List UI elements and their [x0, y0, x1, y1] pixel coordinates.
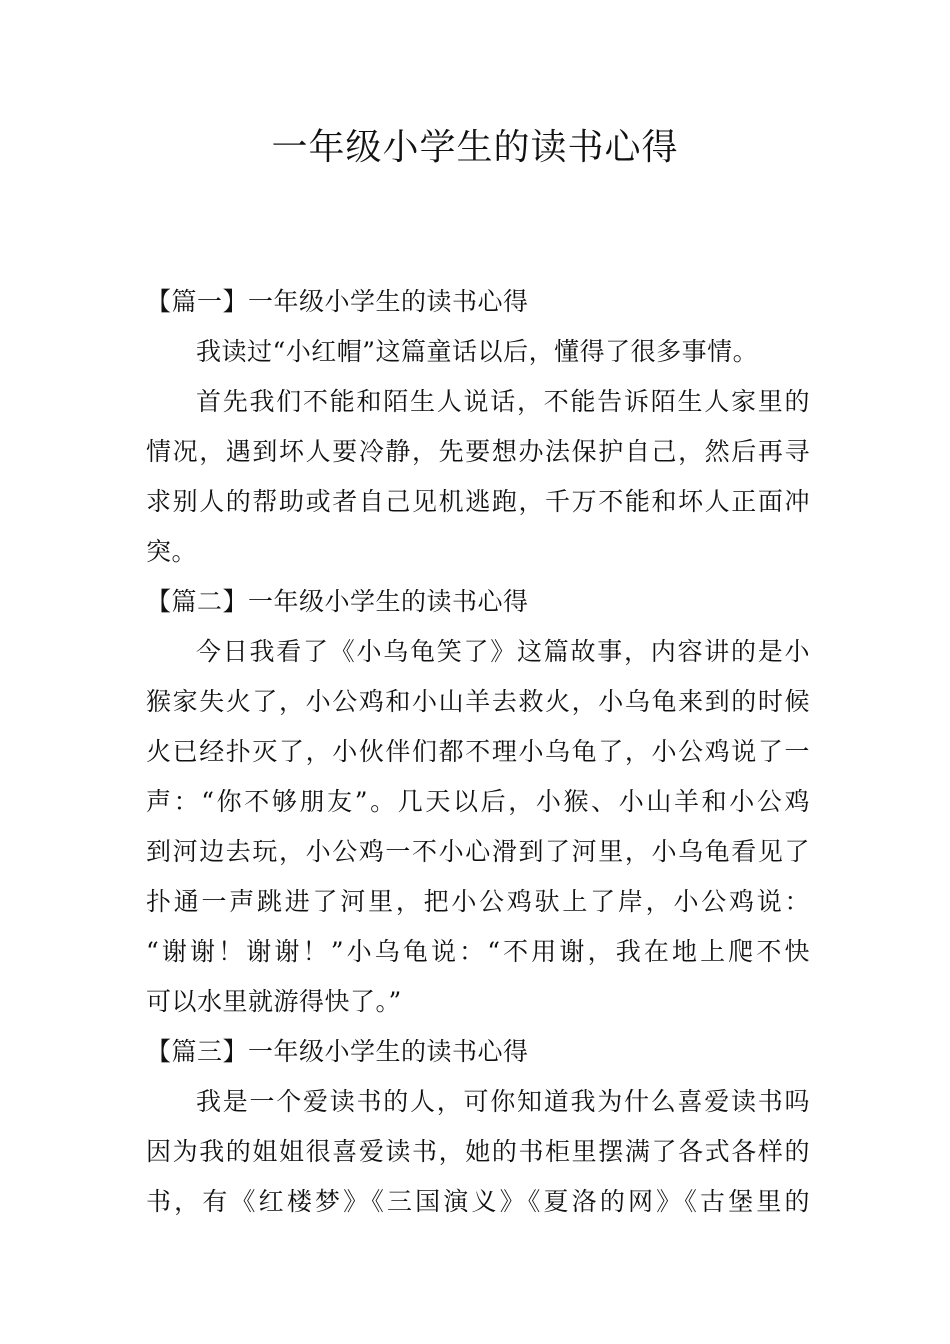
paragraph-line: 书，有《红楼梦》《三国演义》《夏洛的网》《古堡里的	[146, 1187, 810, 1216]
section-heading: 【篇二】一年级小学生的读书心得	[146, 587, 529, 616]
paragraph-line: 火已经扑灭了，小伙伴们都不理小乌龟了，小公鸡说了一	[146, 737, 810, 766]
paragraph-line: 求别人的帮助或者自己见机逃跑，千万不能和坏人正面冲	[146, 487, 810, 516]
paragraph	[146, 627, 810, 1027]
paragraph-line: 我读过“小红帽”这篇童话以后，懂得了很多事情。	[196, 337, 759, 366]
paragraph-line: 可以水里就游得快了。”	[146, 987, 402, 1016]
paragraph-line: 首先我们不能和陌生人说话，不能告诉陌生人家里的	[196, 387, 810, 416]
section	[146, 577, 810, 1027]
document-title: 一年级小学生的读书心得	[271, 127, 679, 168]
paragraph-line: 突。	[146, 537, 198, 566]
paragraph	[146, 327, 810, 377]
section-heading: 【篇三】一年级小学生的读书心得	[146, 1037, 529, 1066]
paragraph-line: 今日我看了《小乌龟笑了》这篇故事，内容讲的是小	[196, 637, 810, 666]
section	[146, 1027, 810, 1227]
paragraph-line: 因为我的姐姐很喜爱读书，她的书柜里摆满了各式各样的	[146, 1137, 810, 1166]
paragraph-line: “谢谢！谢谢！”小乌龟说：“不用谢，我在地上爬不快	[146, 937, 810, 966]
paragraph-line: 我是一个爱读书的人，可你知道我为什么喜爱读书吗	[196, 1087, 810, 1116]
paragraph	[146, 1077, 810, 1227]
paragraph-line: 到河边去玩，小公鸡一不小心滑到了河里，小乌龟看见了	[146, 837, 810, 866]
paragraph	[146, 377, 810, 577]
paragraph-line: 猴家失火了，小公鸡和小山羊去救火，小乌龟来到的时候	[146, 687, 810, 716]
document-body	[146, 277, 810, 1227]
section	[146, 277, 810, 577]
section-heading: 【篇一】一年级小学生的读书心得	[146, 287, 529, 316]
paragraph-line: 扑通一声跳进了河里，把小公鸡驮上了岸，小公鸡说：	[146, 887, 810, 916]
paragraph-line: 情况，遇到坏人要冷静，先要想办法保护自己，然后再寻	[146, 437, 810, 466]
paragraph-line: 声：“你不够朋友”。几天以后，小猴、小山羊和小公鸡	[146, 787, 810, 816]
